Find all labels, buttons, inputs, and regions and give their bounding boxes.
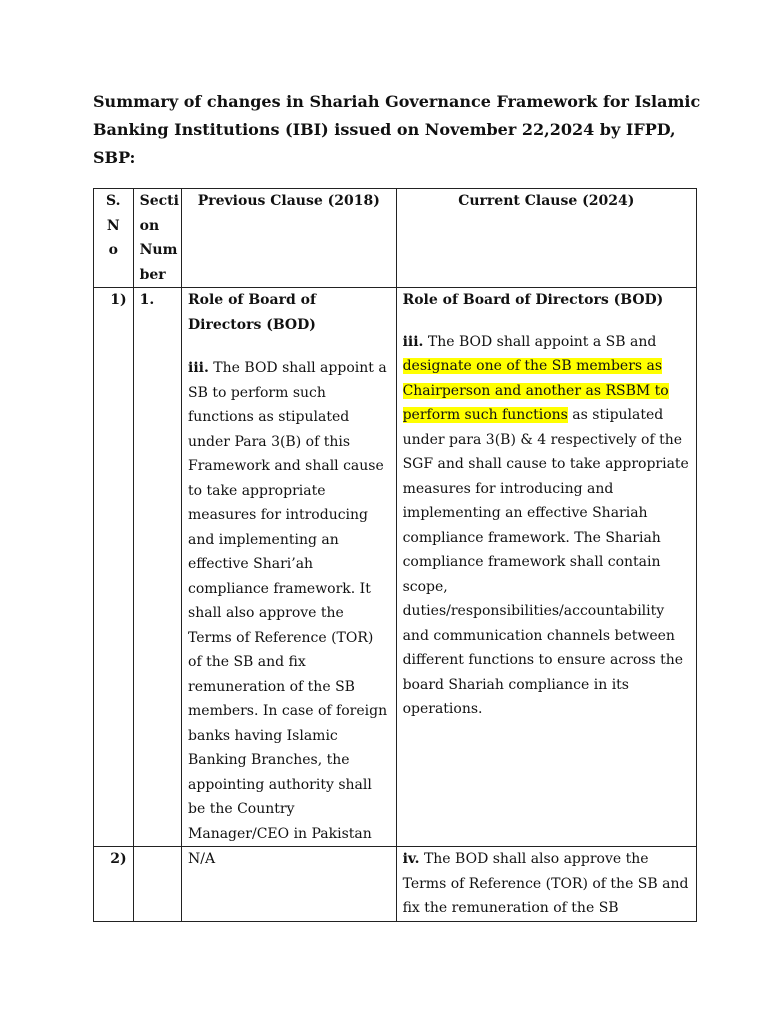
current-clause-body [403, 330, 690, 722]
changes-table [93, 188, 697, 922]
header-section-number [133, 189, 181, 288]
header-serial-number [94, 189, 134, 288]
previous-clause-number: iii. [188, 360, 209, 376]
row-serial-number: 1) [94, 288, 134, 847]
document-title: Summary of changes in Shariah Governance Framework for Islamic Banking Institutions (IBI) issued on November 22,2024 by IFPD, SBP: [93, 92, 701, 167]
current-clause-number: iii. [402, 333, 424, 350]
header-previous-clause: Previous Clause (2018) [182, 189, 397, 288]
current-clause-heading: Role of Board of Directors (BOD) [402, 292, 664, 308]
table-row [94, 288, 697, 847]
header-section-line: ber [139, 266, 166, 283]
header-section-line: on [139, 217, 160, 234]
previous-clause-heading: Role of Board of Directors (BOD) [188, 292, 316, 333]
row-previous-clause: N/A [182, 847, 397, 922]
header-section-line: Num [139, 242, 178, 258]
table-header-row [94, 189, 697, 288]
previous-clause-body [188, 356, 390, 846]
row-current-clause [396, 847, 696, 922]
header-section-line: Secti [139, 193, 179, 209]
header-serial-line: N [106, 217, 120, 234]
header-serial-line: o [108, 242, 118, 258]
row-section-number [133, 847, 181, 922]
row-section-number: 1. [133, 288, 181, 847]
row-previous-clause [182, 288, 397, 847]
header-current-clause: Current Clause (2024) [396, 189, 696, 288]
row-current-clause [396, 288, 696, 847]
header-serial-line: S. [106, 193, 121, 209]
table-row [94, 847, 697, 922]
highlighted-change: designate one of the SB members as Chairperson and another as RSBM to perform such functions [402, 358, 669, 423]
current-clause-number: iv. [402, 851, 420, 867]
current-clause-text-after: as stipulated under para 3(B) & 4 respectively of the SGF and shall cause to take appropriate measures for introducing and implementing an effective Shariah compliance framework. The Shariah compliance framework shall contain scope, duties/responsibilities/accountability and communication channels between different functions to ensure across the board Shariah compliance in its operations. [402, 407, 689, 717]
current-clause-text: The BOD shall also approve the Terms of Reference (TOR) of the SB and fix the remuneration of the SB [402, 851, 689, 916]
current-clause-text-before: The BOD shall appoint a SB and [423, 333, 657, 350]
row-serial-number: 2) [94, 847, 134, 922]
previous-clause-text: The BOD shall appoint a SB to perform such functions as stipulated under Para 3(B) of this Framework and shall cause to take appropriate measures for introducing and implementing an effective Shari’ah compliance framework. It shall also approve the Terms of Reference (TOR) of the SB and fix remuneration of the SB members. In case of foreign banks having Islamic Banking Branches, the appointing authority shall be the Country Manager/CEO in Pakistan [188, 360, 388, 842]
